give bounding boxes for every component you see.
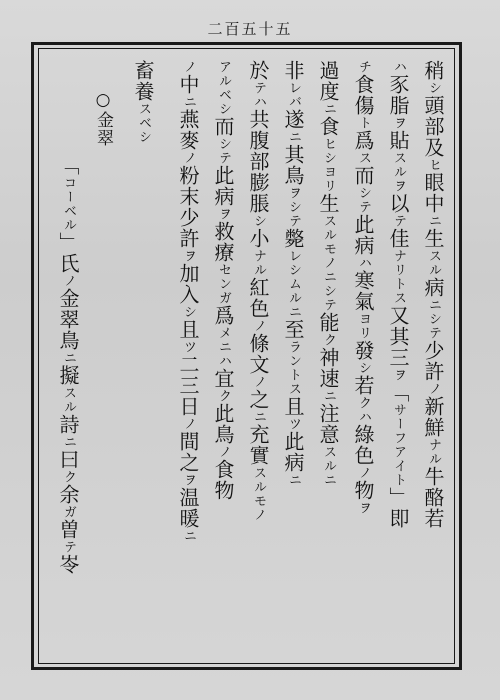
text-column-5: 非レバ遂ニ其鳥ヲシテ斃レシムルニ至ラントス且ツ此病ニ — [281, 60, 305, 487]
section-heading: ○金翠 — [93, 90, 113, 147]
text-column-1: 稍シ頭部及ヒ眼中ニ生スル病ニシテ少許ノ新鮮ナル牛酪若 — [421, 60, 445, 529]
text-column-4: 過度ニ食ヒシヨリ生スルモノニシテ能ク神速ニ注意スルニ — [316, 60, 340, 487]
text-column-8: ノ中ニ燕麥ノ粉末少許ヲ加入シ且ツ二三日ノ間之ヲ温暖ニ — [176, 60, 200, 543]
text-column-9: 畜養スベシ — [131, 60, 155, 144]
text-column-3: チ食傷ト爲ス而シテ此病ハ寒氣ヨリ發シ若クハ綠色ノ物ヲ — [351, 60, 375, 515]
text-column-2: ハ豕脂ヲ貼スルヲ以テ佳ナリトス又其三ヲ「サーフアイト」即 — [386, 60, 410, 529]
page-number: 二百五十五 — [207, 20, 293, 38]
text-column-6: 於テハ共腹部膨脹シ小ナル紅色ノ條文ノ之ニ充實スルモノ — [246, 60, 270, 522]
text-column-7: アルベシ而シテ此病ヲ救療センガ爲メニハ宜ク此鳥ノ食物 — [211, 60, 235, 501]
text-column-11: 「コーベル」氏ノ金翠鳥ニ擬スル詩ニ曰ク余ガ曽テ岺 — [56, 155, 80, 575]
